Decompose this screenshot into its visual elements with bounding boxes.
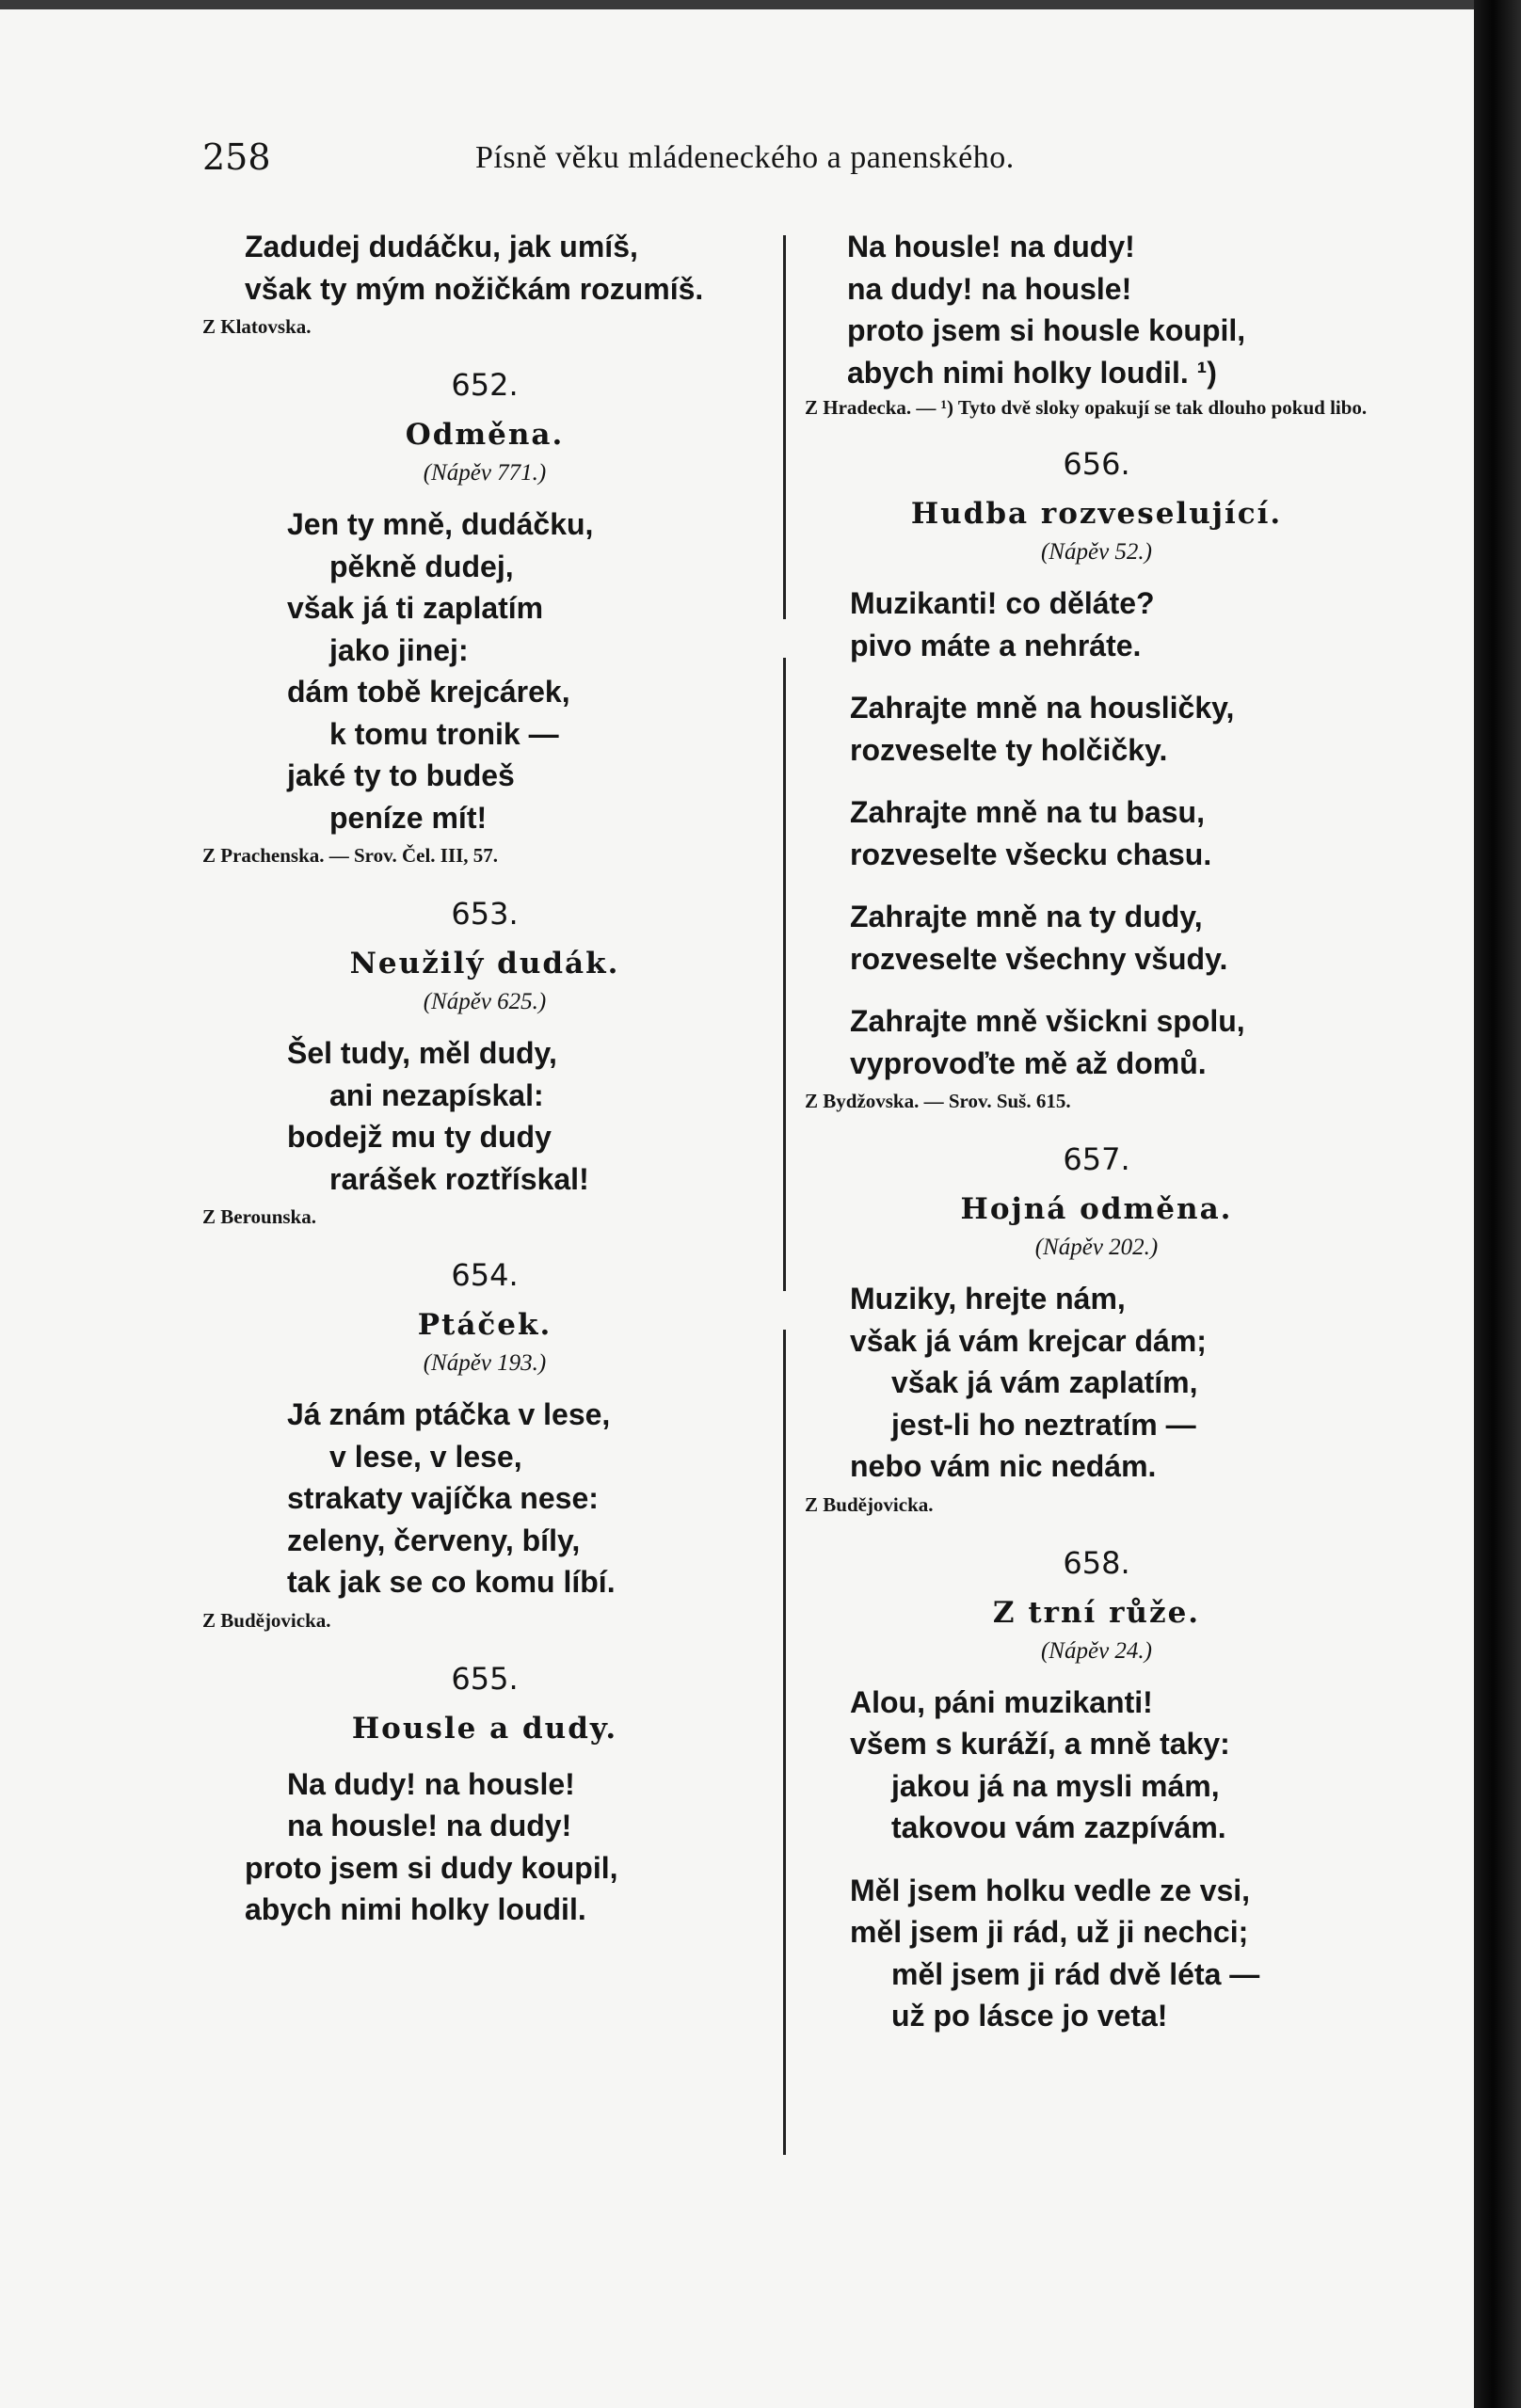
verse-line: proto jsem si dudy koupil, <box>245 1850 618 1885</box>
melody-ref: (Nápěv 625.) <box>423 989 547 1014</box>
song-title: Z trní růže. <box>992 1595 1201 1630</box>
verse-line: rarášek roztřískal! <box>329 1161 589 1196</box>
song-title: Hudba rozveselující. <box>910 497 1283 531</box>
verse-line: už po lásce jo veta! <box>891 1999 1168 2033</box>
verse-line: však já vám krejcar dám; <box>850 1323 1207 1358</box>
song-title: Hojná odměna. <box>960 1192 1233 1226</box>
song-number: 658. <box>1063 1544 1130 1581</box>
verse-line: peníze mít! <box>329 800 488 835</box>
song-655-continued <box>805 226 1388 419</box>
verse-line: Zahrajte mně na ty dudy, <box>850 900 1203 933</box>
verse-line: Zahrajte mně na housličky, <box>850 691 1235 725</box>
melody-ref: (Nápěv 52.) <box>1040 539 1153 565</box>
source-footnote: Z Hradecka. — ¹) Tyto dvě sloky opakují se tak dlouho pokud libo. <box>805 396 1368 419</box>
melody-ref: (Nápěv 193.) <box>423 1350 547 1376</box>
melody-ref: (Nápěv 771.) <box>423 460 547 486</box>
verse-line: bodejž mu ty dudy <box>287 1120 552 1154</box>
verse-line: Já znám ptáčka v lese, <box>287 1397 611 1431</box>
source-note: Z Budějovicka. <box>805 1492 934 1516</box>
song-number: 653. <box>451 896 519 932</box>
verse-line: nebo vám nic nedám. <box>850 1449 1157 1483</box>
song-number: 654. <box>451 1257 519 1293</box>
column-divider <box>783 235 786 2155</box>
verse-line: tak jak se co komu líbí. <box>287 1565 616 1599</box>
song-652 <box>202 366 767 869</box>
verse-line: rozveselte všecku chasu. <box>850 837 1212 871</box>
verse-line: takovou vám zazpívám. <box>891 1810 1226 1844</box>
verse-line: jaké ty to budeš <box>287 758 515 792</box>
right-column <box>805 226 1388 2037</box>
verse-line: v lese, v lese, <box>329 1439 522 1474</box>
verse-line: pěkně dudej, <box>329 549 514 583</box>
verse-line: ani nezapískal: <box>329 1077 544 1112</box>
verse-line: strakaty vajíčka nese: <box>287 1481 599 1515</box>
verse-line: jako jinej: <box>329 632 469 667</box>
verse-line: zeleny, červeny, bíly, <box>287 1523 581 1557</box>
verse-line: rozveselte všechny všudy. <box>850 941 1228 976</box>
verse-line: na housle! na dudy! <box>287 1809 572 1842</box>
verse-line: Na dudy! na housle! <box>287 1766 575 1801</box>
song-number: 657. <box>1063 1141 1130 1177</box>
verse-line: však ty mým nožičkám rozumíš. <box>245 271 704 306</box>
verse-line: měl jsem ji rád, už ji nechci; <box>850 1915 1249 1949</box>
song-title: Neužilý dudák. <box>349 947 620 981</box>
melody-ref: (Nápěv 24.) <box>1040 1637 1153 1664</box>
verse-line: však já vám zaplatím, <box>891 1365 1198 1399</box>
verse-line: dám tobě krejcárek, <box>287 675 570 709</box>
song-number: 655. <box>451 1660 519 1697</box>
song-number: 656. <box>1063 446 1130 482</box>
verse-line: Jen ty mně, dudáčku, <box>287 507 594 541</box>
verse-line: Alou, páni muzikanti! <box>850 1684 1153 1719</box>
verse-line: k tomu tronik — <box>329 716 559 751</box>
running-title: Písně věku mládeneckého a panenského. <box>475 140 1015 175</box>
source-note: Z Bydžovska. — Srov. Suš. 615. <box>805 1090 1071 1112</box>
song-655 <box>202 1660 767 1931</box>
song-653 <box>202 895 767 1230</box>
song-title: Housle a dudy. <box>351 1711 618 1746</box>
verse-line: abych nimi holky loudil. ¹) <box>847 355 1217 390</box>
song-657 <box>805 1140 1388 1518</box>
song-658 <box>805 1544 1388 2037</box>
song-title: Ptáček. <box>417 1308 552 1342</box>
verse-line: abych nimi holky loudil. <box>245 1892 586 1926</box>
source-note: Z Budějovicka. <box>202 1608 331 1632</box>
verse-line: Muziky, hrejte nám, <box>850 1282 1126 1316</box>
verse-line: vyprovoďte mě až domů. <box>850 1045 1207 1080</box>
song-654 <box>202 1256 767 1634</box>
verse-line: všem s kuráží, a mně taky: <box>850 1727 1230 1761</box>
verse-line: Muzikanti! co děláte? <box>850 586 1155 620</box>
intro-verse <box>202 226 767 310</box>
verse-line: na dudy! na housle! <box>847 271 1132 306</box>
verse-line: Zahrajte mně všickni spolu, <box>850 1004 1245 1038</box>
scan-right-edge <box>1474 0 1521 2408</box>
verse-line: však já ti zaplatím <box>287 591 544 625</box>
verse-line: měl jsem ji rád dvě léta — <box>891 1956 1260 1991</box>
verse-line: jest-li ho neztratím — <box>891 1407 1196 1442</box>
song-title: Odměna. <box>405 418 565 452</box>
scan-top-edge <box>0 0 1474 9</box>
left-column <box>202 226 767 1931</box>
verse-line: Zadudej dudáčku, jak umíš, <box>245 230 638 263</box>
source-note: Z Klatovska. <box>202 315 312 338</box>
song-number: 652. <box>451 367 519 403</box>
verse-line: Šel tudy, měl dudy, <box>287 1036 557 1070</box>
source-note: Z Berounska. <box>202 1205 316 1228</box>
verse-line: rozveselte ty holčičky. <box>850 732 1168 767</box>
song-656 <box>805 445 1388 1114</box>
verse-line: Na housle! na dudy! <box>847 230 1135 263</box>
page-header <box>202 136 1304 193</box>
verse-line: proto jsem si housle koupil, <box>847 313 1246 347</box>
verse-line: pivo máte a nehráte. <box>850 628 1142 662</box>
source-note: Z Prachenska. — Srov. Čel. III, 57. <box>202 844 499 867</box>
page-number: 258 <box>202 136 271 178</box>
verse-line: Zahrajte mně na tu basu, <box>850 795 1205 829</box>
melody-ref: (Nápěv 202.) <box>1034 1235 1159 1260</box>
verse-line: jakou já na mysli mám, <box>891 1768 1220 1803</box>
verse-line: Měl jsem holku vedle ze vsi, <box>850 1873 1251 1907</box>
